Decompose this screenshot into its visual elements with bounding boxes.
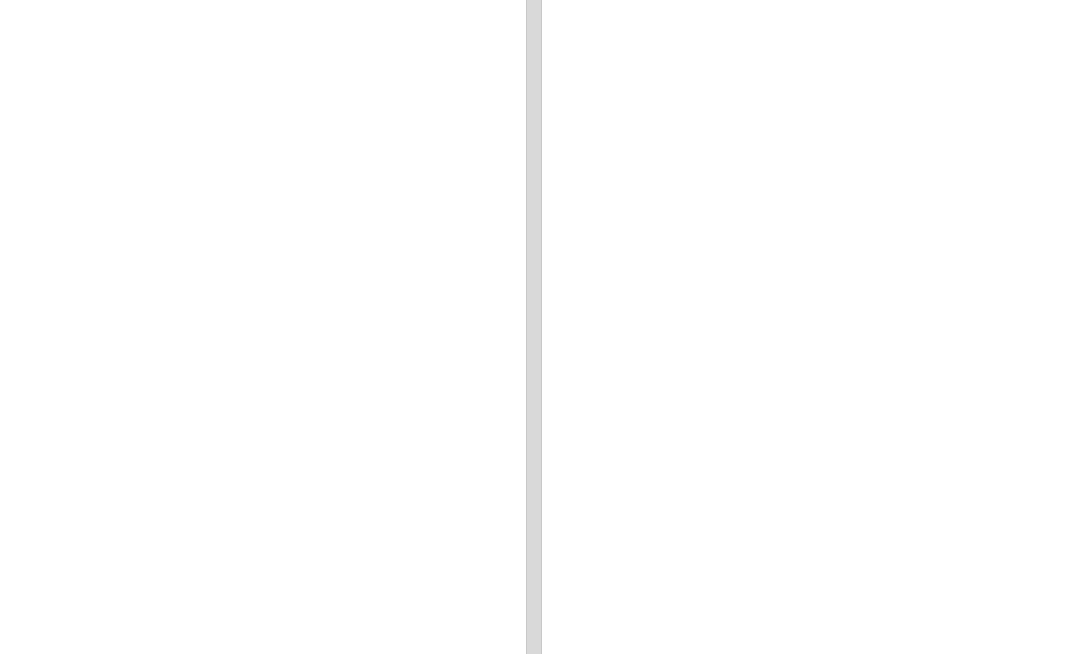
page-gutter [526,0,542,654]
document-page-left [0,0,526,654]
document-page-right [542,0,1072,654]
